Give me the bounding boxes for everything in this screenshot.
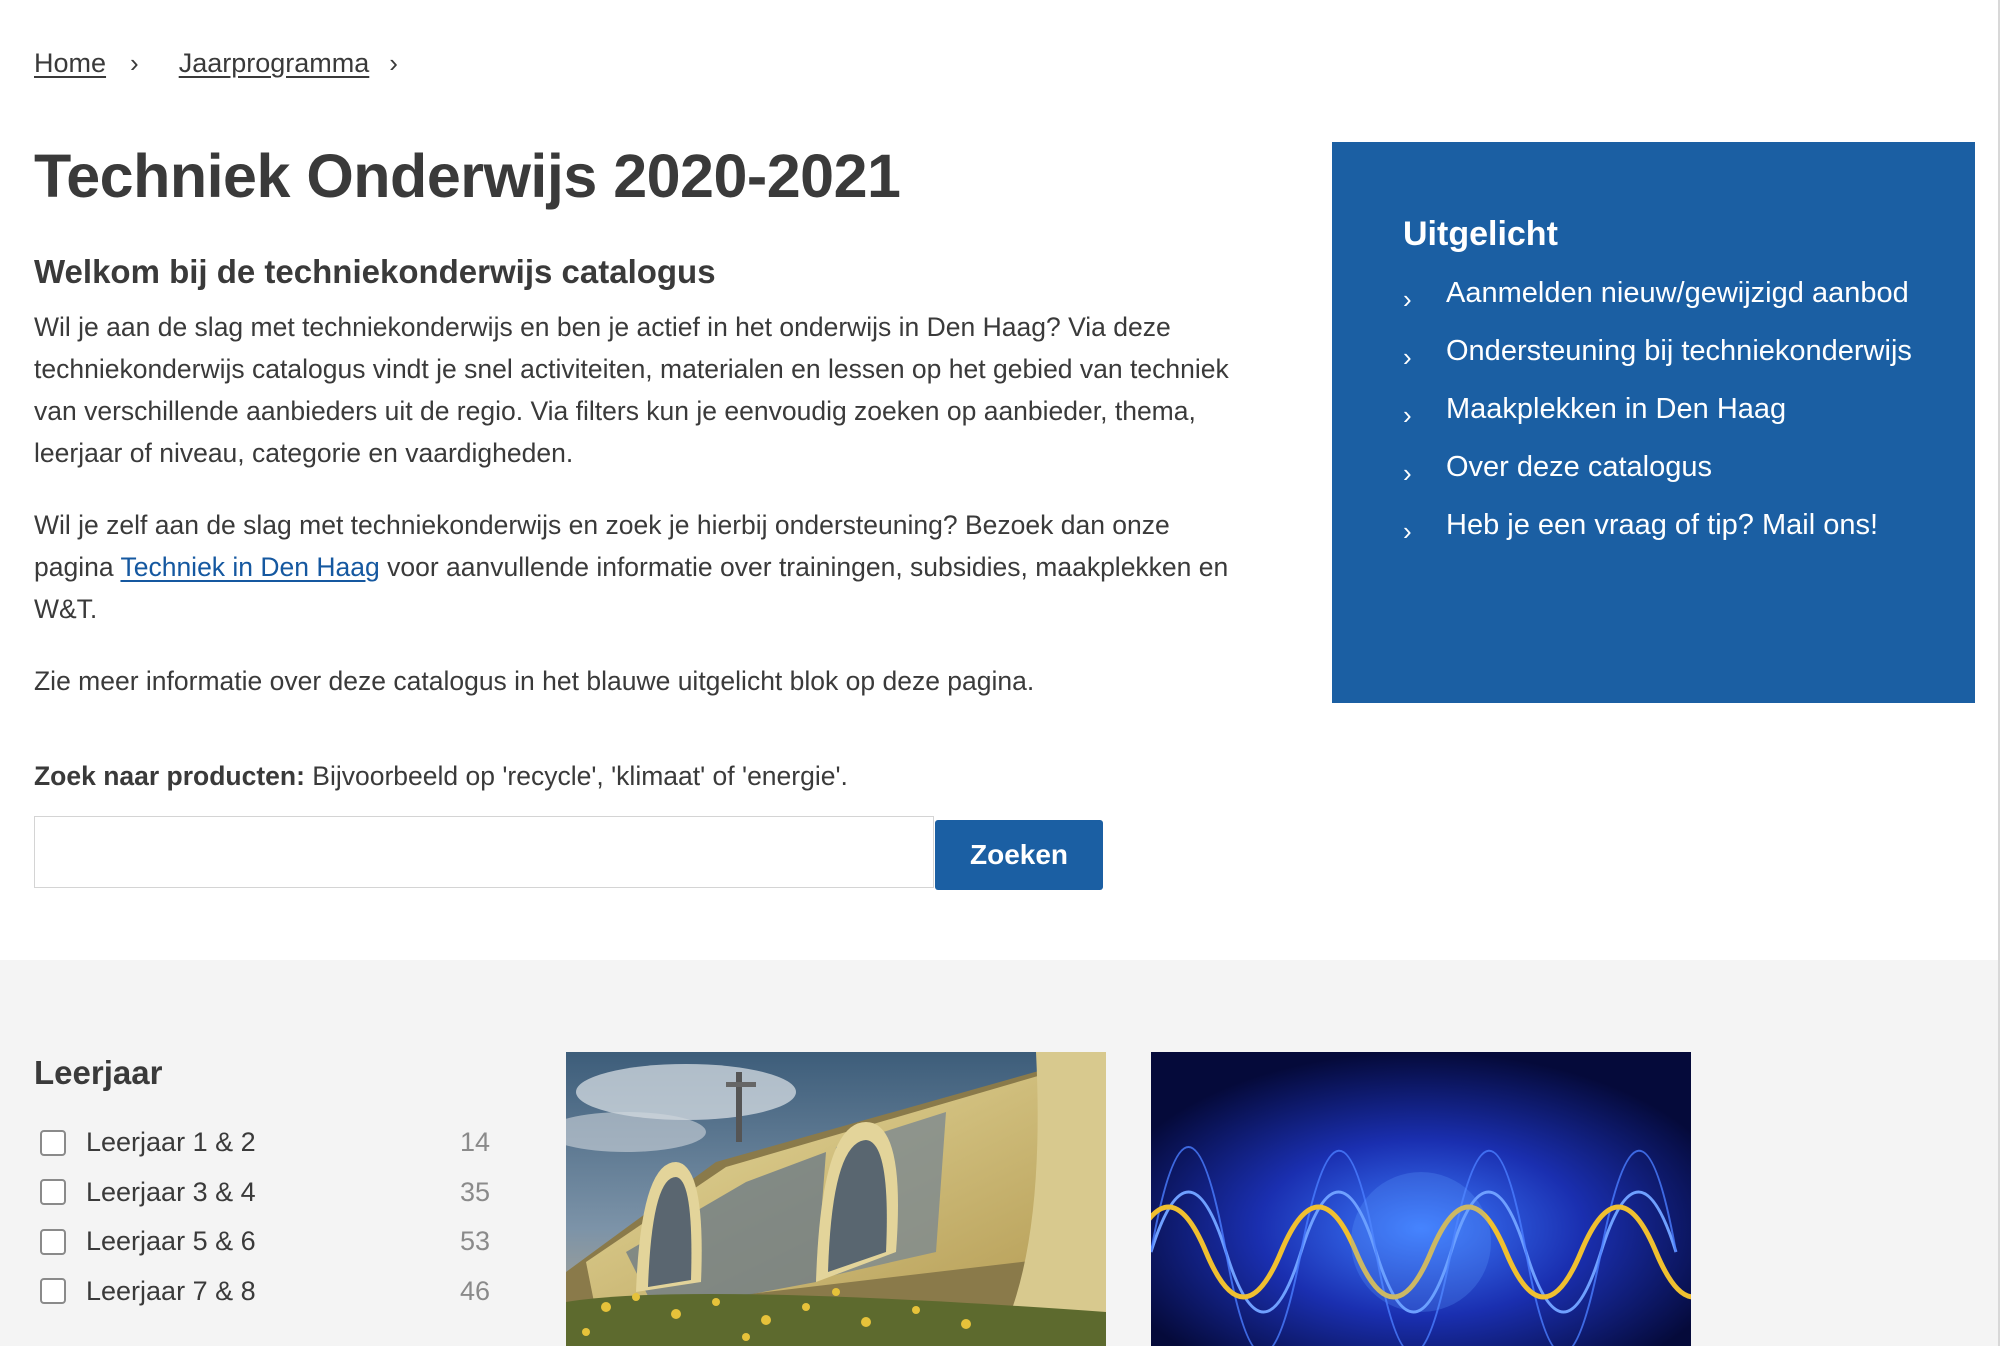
filter-count: 14 <box>459 1127 490 1158</box>
highlight-item-mail[interactable] <box>1403 506 1915 550</box>
chevron-right-icon: › <box>1403 400 1412 430</box>
search-button[interactable]: Zoeken <box>935 820 1103 890</box>
info-paragraph: Zie meer informatie over deze catalogus in het blauwe uitgelicht blok op deze pagina. <box>34 666 1035 696</box>
filter-count: 35 <box>459 1176 490 1207</box>
filter-item-leerjaar-5-6[interactable] <box>40 1217 490 1267</box>
filter-count: 46 <box>459 1275 490 1306</box>
checkbox[interactable] <box>40 1278 66 1304</box>
intro-paragraph: Wil je aan de slag met techniekonderwijs en ben je actief in het onderwijs in Den Haag? Via deze techniekonderwijs catalogus vindt je snel activiteiten, materialen en lessen op het gebied van techniek van verschillende aanbieders uit de regio. Via filters kun je eenvoudig zoeken op aanbieder, thema, leerjaar of niveau, categorie en vaardigheden. <box>34 312 1229 468</box>
page-title: Techniek Onderwijs 2020-2021 <box>34 142 901 210</box>
highlight-box <box>1332 142 1975 703</box>
filter-label: Leerjaar 1 & 2 <box>86 1127 256 1158</box>
intro-section <box>34 140 1234 702</box>
chevron-right-icon: › <box>1403 516 1412 546</box>
product-image-energy-waves[interactable] <box>1151 1052 1691 1346</box>
checkbox[interactable] <box>40 1130 66 1156</box>
filter-list <box>40 1118 490 1316</box>
chevron-right-icon: › <box>389 48 398 78</box>
energy-waves-photo <box>1151 1052 1691 1346</box>
filter-item-leerjaar-3-4[interactable] <box>40 1168 490 1218</box>
highlight-list <box>1403 274 1915 550</box>
support-text-before: Wil je zelf aan de slag met techniekonderwijs en zoek je hierbij ondersteuning? Bezoek dan onze pagina <box>34 510 1170 582</box>
filter-item-leerjaar-1-2[interactable] <box>40 1118 490 1168</box>
breadcrumb-jaarprogramma-link[interactable]: Jaarprogramma <box>178 48 370 78</box>
chevron-right-icon: › <box>1403 342 1412 372</box>
highlight-item-label[interactable]: Maakplekken in Den Haag <box>1446 393 1787 425</box>
search-input[interactable] <box>34 816 934 888</box>
page-edge-divider <box>1998 0 2000 1346</box>
support-text-after: voor aanvullende informatie over trainingen, subsidies, maakplekken en W&T. <box>34 552 1229 624</box>
filter-title: Leerjaar <box>34 1054 163 1091</box>
highlight-item-ondersteuning[interactable] <box>1403 332 1915 376</box>
highlight-item-label[interactable]: Ondersteuning bij techniekonderwijs <box>1446 335 1912 367</box>
highlight-item-over-catalogus[interactable] <box>1403 448 1915 492</box>
highlight-title: Uitgelicht <box>1403 215 1558 253</box>
checkbox[interactable] <box>40 1179 66 1205</box>
support-paragraph <box>34 504 1254 630</box>
filter-count: 53 <box>459 1226 490 1257</box>
search-label-hint: Bijvoorbeeld op 'recycle', 'klimaat' of 'energie'. <box>304 761 848 791</box>
highlight-item-aanmelden[interactable] <box>1403 274 1915 318</box>
breadcrumb-home-link[interactable]: Home <box>34 48 107 78</box>
filter-label: Leerjaar 7 & 8 <box>86 1275 256 1306</box>
highlight-item-label[interactable]: Over deze catalogus <box>1446 451 1712 483</box>
techniek-in-den-haag-link[interactable]: Techniek in Den Haag <box>120 552 380 582</box>
page-subtitle: Welkom bij de techniekonderwijs catalogus <box>34 253 716 290</box>
breadcrumb <box>34 48 438 79</box>
search-label <box>34 756 848 796</box>
filter-label: Leerjaar 5 & 6 <box>86 1226 256 1257</box>
filter-label: Leerjaar 3 & 4 <box>86 1176 256 1207</box>
earthship-photo <box>566 1052 1106 1346</box>
highlight-item-label[interactable]: Aanmelden nieuw/gewijzigd aanbod <box>1446 277 1909 309</box>
search-label-bold: Zoek naar producten: <box>34 761 305 791</box>
highlight-item-label[interactable]: Heb je een vraag of tip? Mail ons! <box>1446 509 1879 541</box>
chevron-right-icon: › <box>1403 458 1412 488</box>
checkbox[interactable] <box>40 1229 66 1255</box>
product-image-earthship[interactable] <box>566 1052 1106 1346</box>
chevron-right-icon: › <box>130 48 139 78</box>
filter-item-leerjaar-7-8[interactable] <box>40 1267 490 1317</box>
highlight-item-maakplekken[interactable] <box>1403 390 1915 434</box>
chevron-right-icon: › <box>1403 284 1412 314</box>
